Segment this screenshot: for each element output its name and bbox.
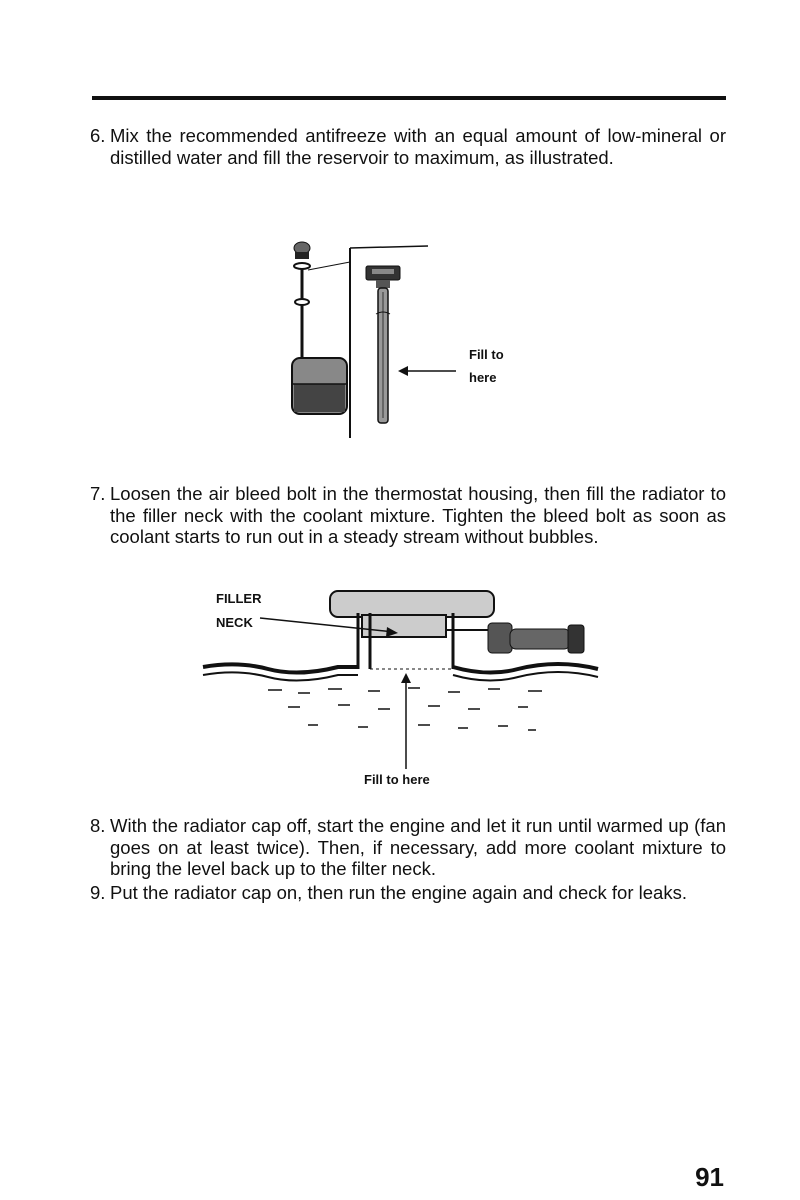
top-rule [92,96,726,100]
step-number: 9. [90,882,106,903]
page-number: 91 [695,1162,724,1192]
fill-to-here-label: Fill to here [364,772,430,787]
label-line-2: NECK [216,615,253,630]
step-number: 7. [90,483,106,504]
label-line-1: FILLER [216,591,262,606]
step-text: Put the radiator cap on, then run the engine again and check for leaks. [110,882,687,903]
step-9 [90,882,726,904]
radiator-illustration [198,585,608,795]
fill-to-here-label [469,343,504,389]
step-number: 8. [90,815,106,836]
step-text: With the radiator cap off, start the engine and let it run until warmed up (fan goes on at least twice). Then, if necessary, add more coolant mixture to bring the level back up to the filter neck. [110,815,726,879]
label-line-2: here [469,370,497,385]
step-6 [90,125,726,168]
label-line-1: Fill to [469,347,504,362]
step-text: Mix the recommended antifreeze with an equal amount of low-mineral or distilled water and fill the reservoir to maximum, as illustrated. [110,125,726,168]
reservoir-illustration [280,238,530,448]
step-text: Loosen the air bleed bolt in the thermostat housing, then fill the radiator to the filler neck with the coolant mixture. Tighten the bleed bolt as soon as coolant starts to run out in a steady stream without bubbles. [110,483,726,547]
step-8 [90,815,726,880]
step-number: 6. [90,125,106,146]
step-7 [90,483,726,548]
filler-neck-label [216,587,262,635]
